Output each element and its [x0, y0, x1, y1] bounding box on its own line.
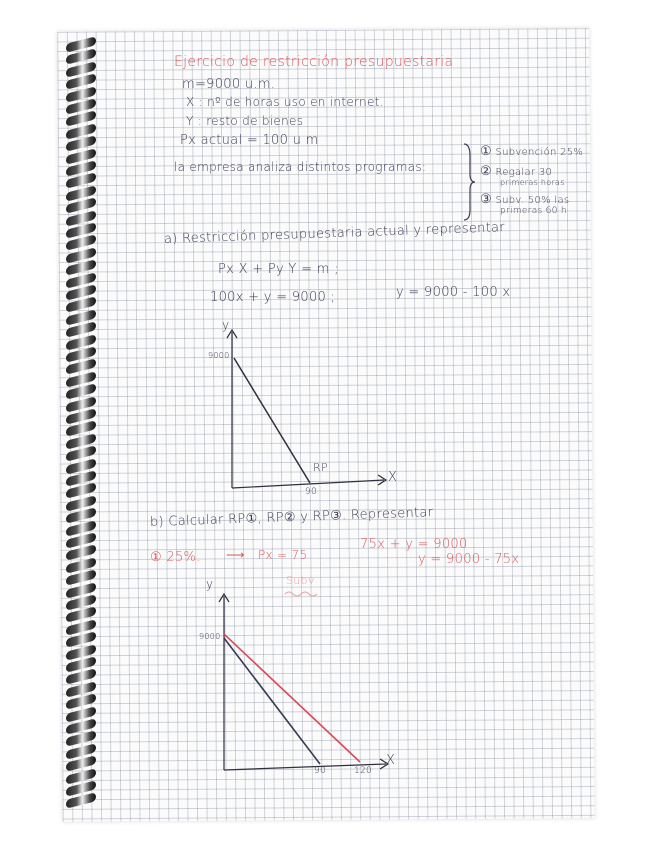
graph-b: [190, 580, 410, 790]
x-definition: X : nº de horas uso en internet.: [186, 95, 384, 109]
program-3-text: Subv. 50% las: [495, 195, 570, 206]
part-b-note: Subv: [286, 574, 315, 587]
part-a-eq2: 100x + y = 9000 ;: [210, 290, 336, 305]
graph-b-line-subsidy: [224, 634, 360, 762]
part-a-eq1: Px X + Py Y = m ;: [218, 262, 339, 277]
graph-b-x-label: X: [386, 753, 396, 768]
program-1: [480, 144, 583, 159]
program-1-text: Subvención 25%: [495, 147, 584, 158]
part-b-eq2: y = 9000 - 75x: [418, 552, 520, 567]
program-3-line2: primeras 60 h: [500, 206, 567, 216]
graph-b-y-intercept: 9000: [199, 632, 221, 641]
graph-b-x-label-90: 90: [314, 766, 327, 776]
graph-a-rp-label: RP: [313, 461, 328, 474]
px-actual-line: Px actual = 100 u m: [180, 133, 319, 148]
program-1-number: ①: [480, 144, 492, 159]
spiral-binding: [66, 34, 100, 814]
part-a-heading-text: a) Restricción presupuestaria actual y representar: [163, 220, 506, 247]
graph-b-y-label: y: [206, 577, 214, 591]
income-line: m=9000 u.m.: [182, 77, 276, 92]
graph-b-line-original: [224, 638, 320, 764]
y-definition: Y : resto de bienes: [186, 114, 304, 128]
exercise-title: Ejercicio de restricción presupuestaria: [174, 54, 454, 70]
graph-a: [196, 320, 396, 500]
graph-b-x-label-120: 120: [354, 766, 373, 776]
program-3-number: ③: [480, 192, 492, 207]
part-b-arrow: ⟶: [226, 548, 245, 563]
part-a-eq3: y = 9000 - 100 x: [396, 285, 511, 300]
part-b-eq1: 75x + y = 9000: [360, 537, 468, 552]
part-b-step1-label: ① 25%.: [150, 550, 201, 565]
brace: [462, 142, 476, 222]
program-2-text: Regalar 30: [495, 167, 553, 178]
graph-a-x-intercept: 90: [305, 487, 318, 497]
program-2-number: ②: [480, 164, 492, 179]
program-2: [480, 164, 552, 179]
empresa-line: la empresa analiza distintos programas:: [174, 160, 427, 174]
part-b-heading-text: b) Calcular RP①, RP② y RP③. Representar: [149, 505, 434, 530]
graph-a-y-label: y: [222, 318, 230, 332]
graph-a-budget-line: [234, 358, 310, 483]
graph-a-x-label: X: [388, 470, 398, 485]
graph-a-y-intercept: 9000: [208, 351, 230, 360]
program-3: [480, 192, 569, 207]
program-2-line2: primeras horas: [500, 178, 565, 187]
part-b-step1-px: Px = 75: [258, 548, 308, 562]
